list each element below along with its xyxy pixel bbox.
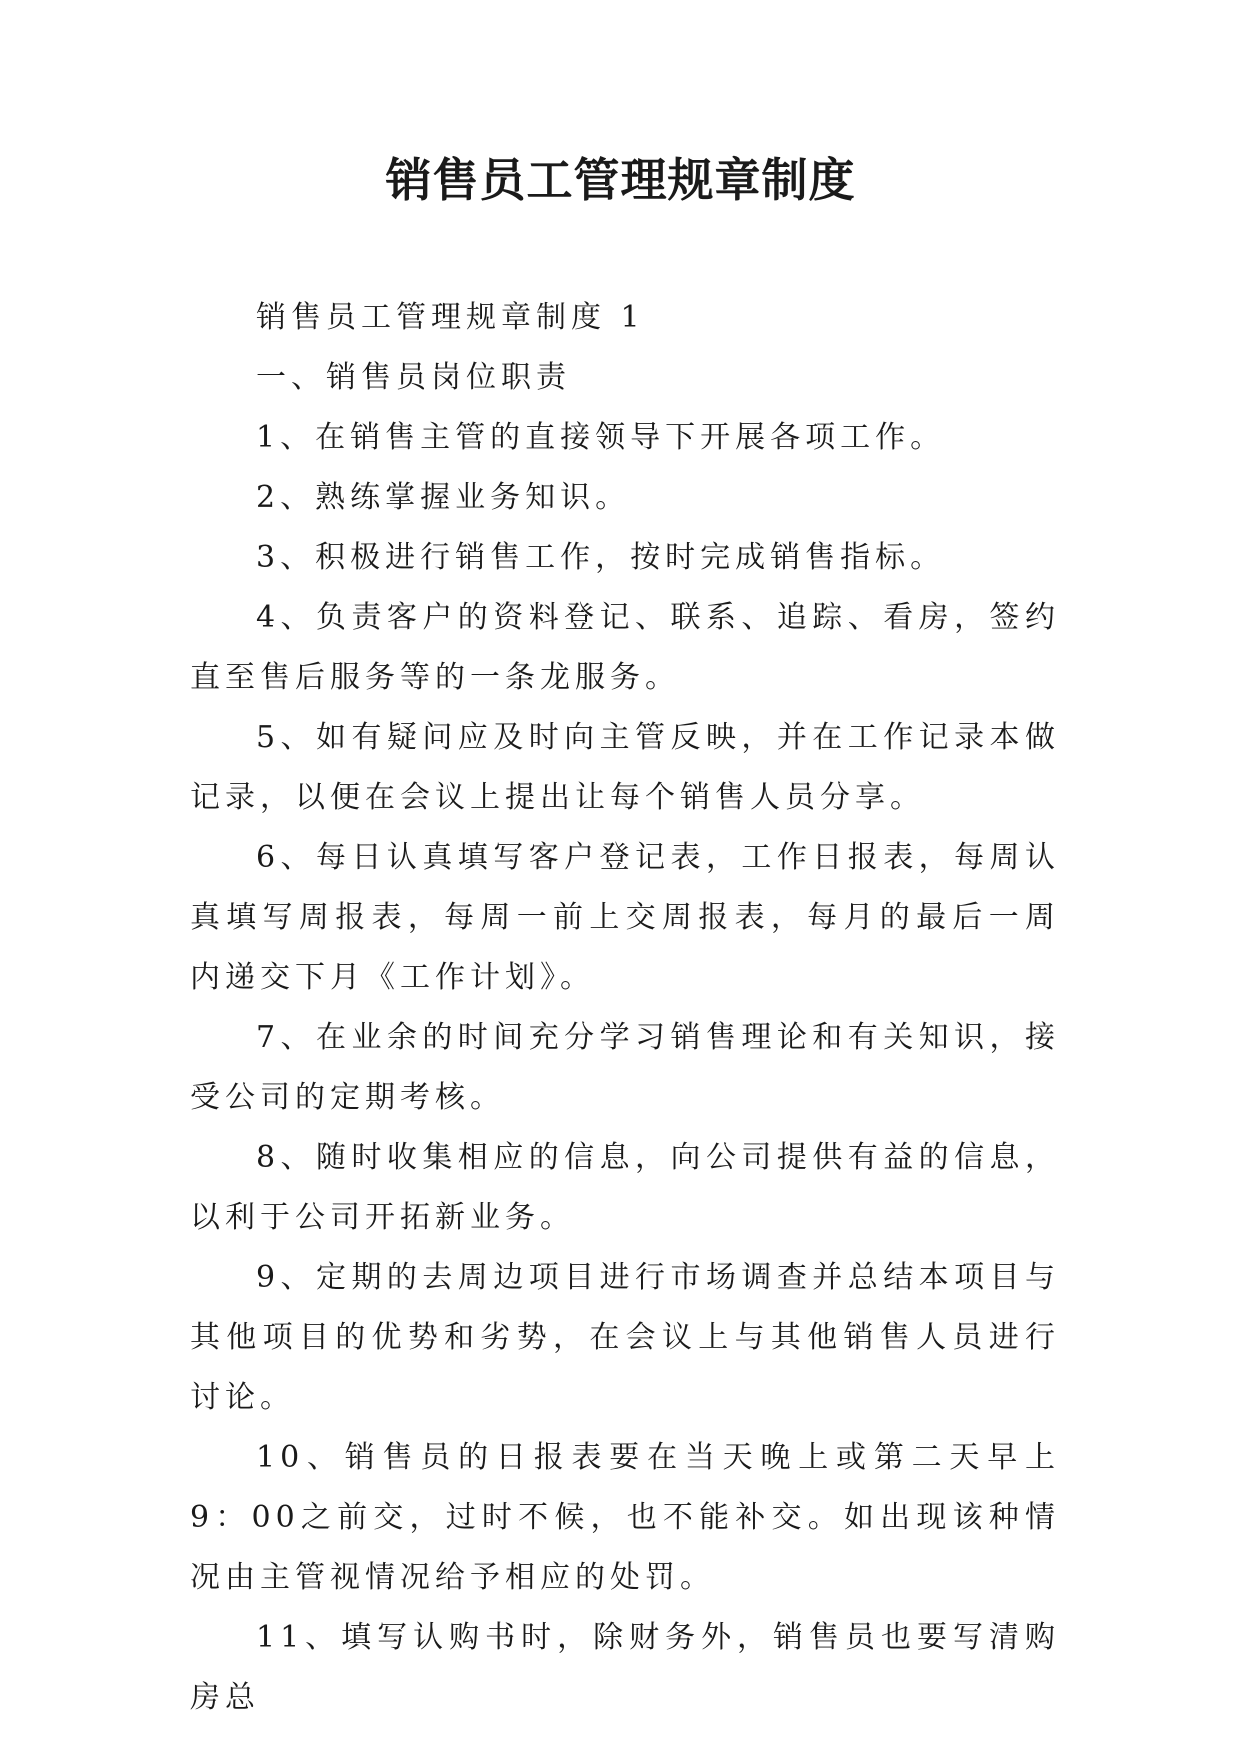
duty-item-3: 3、积极进行销售工作，按时完成销售指标。 [256,540,946,575]
document-title: 销售员工管理规章制度 [385,153,856,207]
duty-item-9: 9、定期的去周边项目进行市场调查并总结本项目与其他项目的优势和劣势，在会议上与其他销售人员进行讨论。 [190,1260,1060,1415]
duty-item-5: 5、如有疑问应及时向主管反映，并在工作记录本做记录，以便在会议上提出让每个销售人员分享。 [190,720,1060,815]
document-body [190,288,1060,1728]
section-heading: 销售员工管理规章制度 1 [256,300,645,335]
duty-item-2: 2、熟练掌握业务知识。 [256,480,631,515]
duty-item-8: 8、随时收集相应的信息，向公司提供有益的信息，以利于公司开拓新业务。 [190,1140,1060,1235]
duty-item-4: 4、负责客户的资料登记、联系、追踪、看房，签约直至售后服务等的一条龙服务。 [190,600,1060,695]
duty-item-7: 7、在业余的时间充分学习销售理论和有关知识，接受公司的定期考核。 [190,1020,1060,1115]
duty-item-10: 10、销售员的日报表要在当天晚上或第二天早上 9：00之前交，过时不候，也不能补交。如出现该种情况由主管视情况给予相应的处罚。 [190,1440,1060,1595]
duty-item-11: 11、填写认购书时，除财务外，销售员也要写清购房总 [190,1620,1060,1715]
duty-item-1: 1、在销售主管的直接领导下开展各项工作。 [256,420,946,455]
subsection-heading: 一、销售员岗位职责 [256,360,571,395]
duty-item-6: 6、每日认真填写客户登记表，工作日报表，每周认真填写周报表，每周一前上交周报表，每月的最后一周内递交下月《工作计划》。 [190,840,1060,995]
